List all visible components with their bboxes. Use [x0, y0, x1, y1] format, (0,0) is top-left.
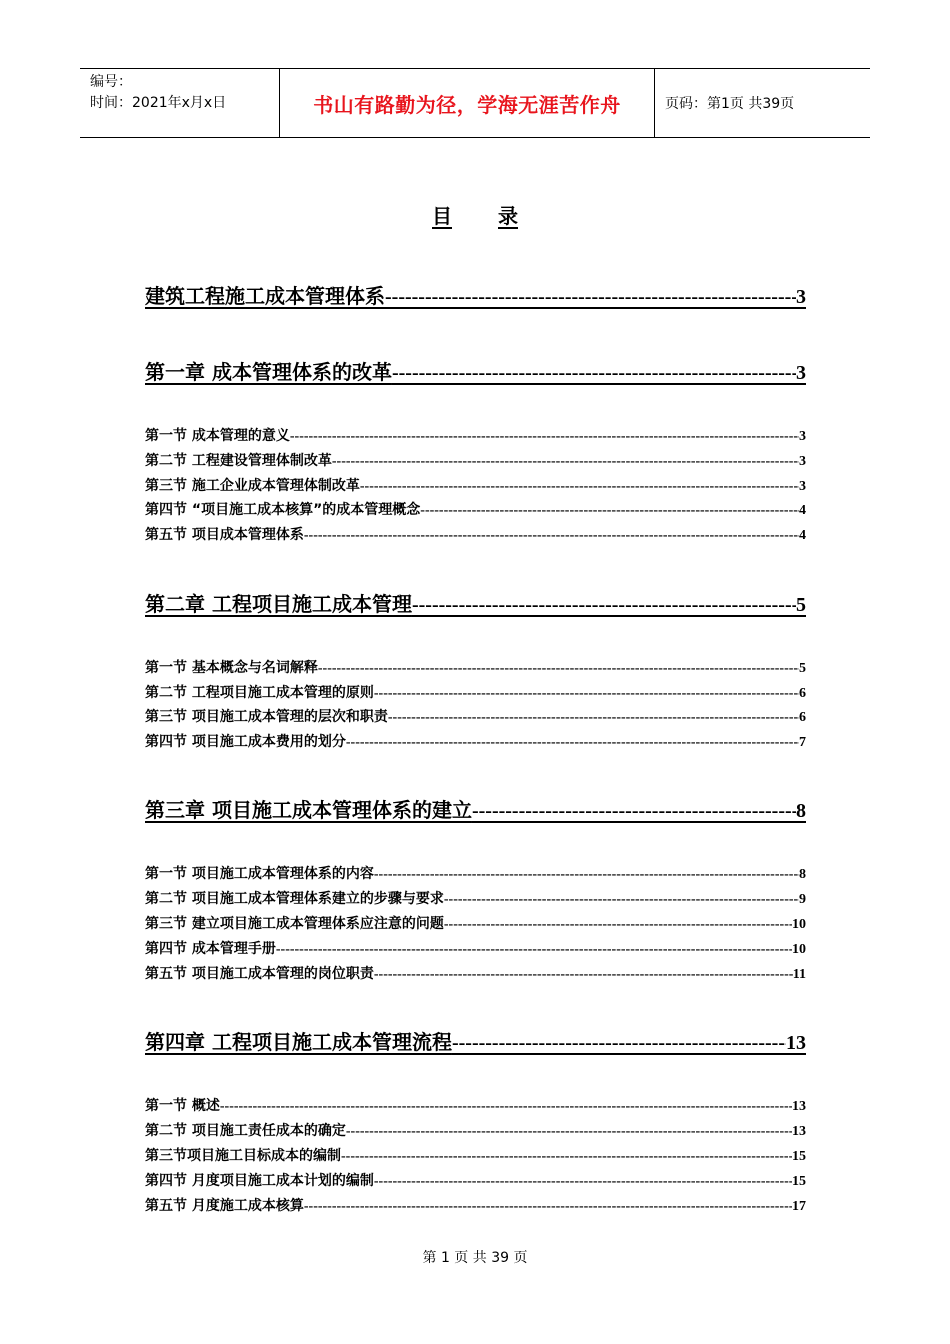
toc-title-part2: 录	[498, 204, 518, 228]
toc-section[interactable]: 第二节 项目施工成本管理体系建立的步骤与要求 ----- 9	[145, 888, 806, 910]
page-footer: 第 1 页 共 39 页	[422, 1250, 528, 1266]
toc-section[interactable]: 第四节 成本管理手册 ----- 10	[145, 938, 806, 960]
number-label: 编号：	[90, 74, 132, 90]
toc-section[interactable]: 第二节 工程项目施工成本管理的原则 ----- 6	[145, 682, 806, 704]
toc-entry-title[interactable]: 建筑工程施工成本管理体系 ----- 3	[145, 280, 806, 310]
toc-section[interactable]: 第四节 “项目施工成本核算”的成本管理概念 ----- 4	[145, 499, 806, 521]
toc-chapter-4[interactable]: 第四章 工程项目施工成本管理流程 ----- 13	[145, 1026, 806, 1056]
toc-section[interactable]: 第五节 月度施工成本核算 ----- 17	[145, 1195, 806, 1217]
toc-section[interactable]: 第一节 项目施工成本管理体系的内容 ----- 8	[145, 863, 806, 885]
toc-section[interactable]: 第一节 成本管理的意义 ----- 3	[145, 425, 806, 447]
date-label: 时间：2021年x月x日	[90, 95, 227, 111]
toc-section[interactable]: 第四节 月度项目施工成本计划的编制 ----- 15	[145, 1170, 806, 1192]
header-motto: 书山有路勤为径，学海无涯苦作舟	[280, 69, 655, 137]
toc-chapter-2[interactable]: 第二章 工程项目施工成本管理 ----- 5	[145, 588, 806, 618]
toc-chapter-3[interactable]: 第三章 项目施工成本管理体系的建立 ----- 8	[145, 794, 806, 824]
toc-title-part1: 目	[432, 204, 452, 228]
toc-section[interactable]: 第三节 施工企业成本管理体制改革 ----- 3	[145, 475, 806, 497]
toc-section[interactable]: 第五节 项目施工成本管理的岗位职责 ----- 11	[145, 963, 806, 985]
toc-section[interactable]: 第三节项目施工目标成本的编制 ----- 15	[145, 1145, 806, 1167]
toc-chapter-1[interactable]: 第一章 成本管理体系的改革 ----- 3	[145, 356, 806, 386]
header-left-cell	[80, 69, 280, 137]
toc-section[interactable]: 第五节 项目成本管理体系 ----- 4	[145, 524, 806, 546]
toc-section[interactable]: 第四节 项目施工成本费用的划分 ----- 7	[145, 731, 806, 753]
header-page-info: 页码：第1页 共39页	[665, 96, 795, 112]
document-header	[80, 68, 870, 138]
toc-section[interactable]: 第二节 项目施工责任成本的确定 ----- 13	[145, 1120, 806, 1142]
toc-section[interactable]: 第三节 项目施工成本管理的层次和职责 ----- 6	[145, 706, 806, 728]
toc-title	[0, 200, 950, 229]
toc-section[interactable]: 第一节 基本概念与名词解释 ----- 5	[145, 657, 806, 679]
toc-section[interactable]: 第三节 建立项目施工成本管理体系应注意的问题 ----- 10	[145, 913, 806, 935]
toc-section[interactable]: 第二节 工程建设管理体制改革 ----- 3	[145, 450, 806, 472]
toc-section[interactable]: 第一节 概述 ----- 13	[145, 1095, 806, 1117]
